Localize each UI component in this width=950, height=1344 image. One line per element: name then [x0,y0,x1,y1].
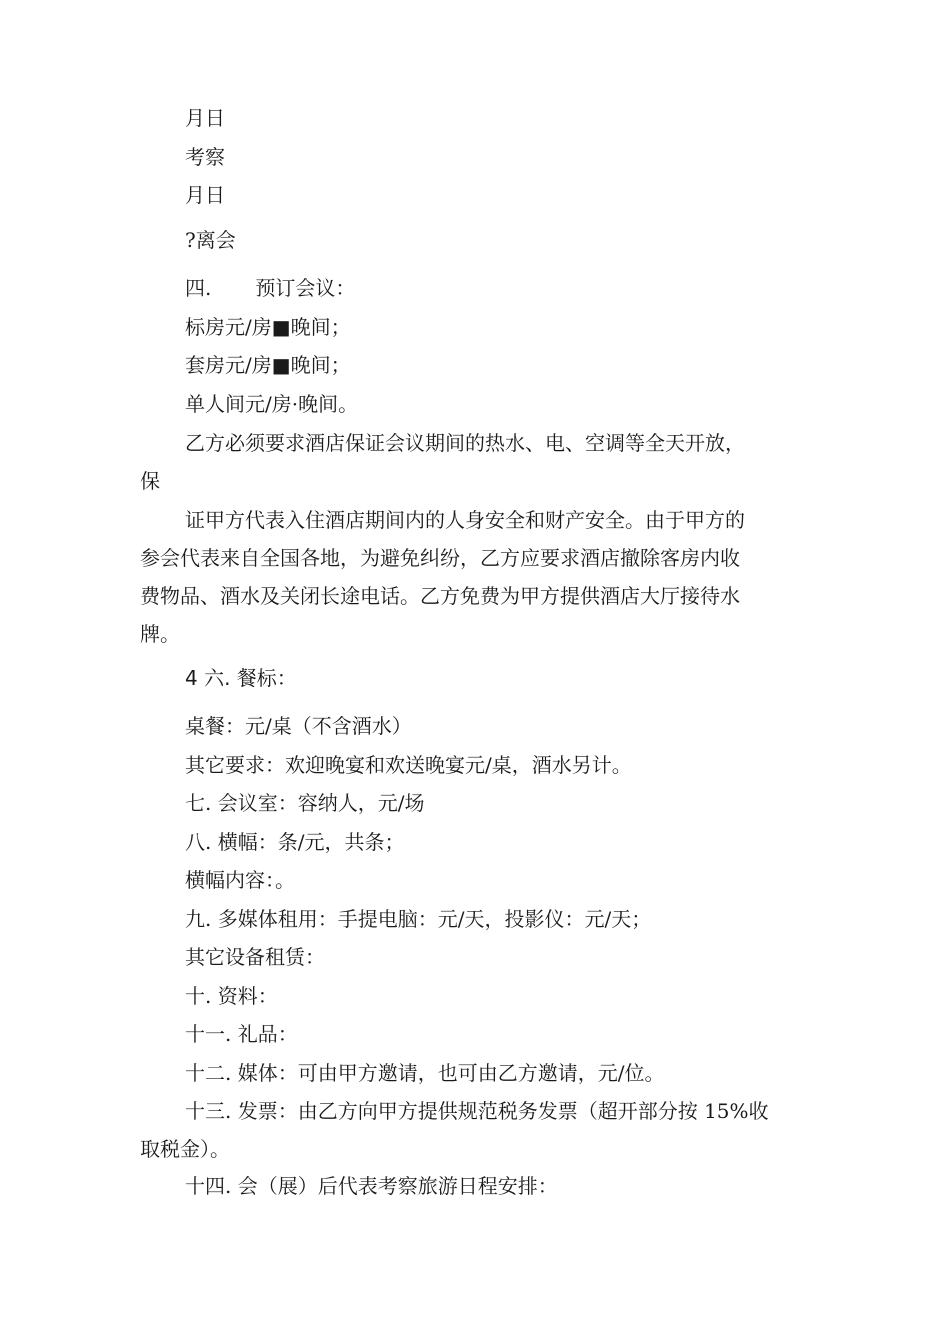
section-title: 预订会议： [255,276,356,300]
text-line: 证甲方代表入住酒店期间内的人身安全和财产安全。由于甲方的 [185,508,745,532]
text-line: 乙方必须要求酒店保证会议期间的热水、电、空调等全天开放， [185,431,745,455]
text-line: 七. 会议室：容纳人，元/场 [185,791,425,815]
text-line: 月日 [185,183,225,207]
text-line: 费物品、酒水及关闭长途电话。乙方免费为甲方提供酒店大厅接待水 [140,584,740,608]
text-line: 十一. 礼品： [185,1022,298,1046]
text-line: 桌餐：元/桌（不含酒水） [185,714,412,738]
text-line: 套房元/房■晚间； [185,353,351,377]
section-heading-six: 4 六. 餐标： [185,666,297,690]
text-line: 牌。 [140,622,180,646]
text-line: 考察 [185,145,225,169]
text-line: 其它要求：欢迎晚宴和欢送晚宴元/桌，酒水另计。 [185,753,632,777]
text-line: 取税金）。 [140,1137,230,1161]
text-line: 单人间元/房·晚间。 [185,392,359,416]
text-line: ?离会 [185,228,236,252]
text-line: 九. 多媒体租用：手提电脑：元/天，投影仪：元/天； [185,907,652,931]
text-line: 保 [140,469,160,493]
text-line: 标房元/房■晚间； [185,315,351,339]
text-line: 八. 横幅：条/元，共条； [185,830,405,854]
text-line: 十二. 媒体：可由甲方邀请，也可由乙方邀请，元/位。 [185,1061,665,1085]
text-line: 参会代表来自全国各地，为避免纠纷，乙方应要求酒店撤除客房内收 [140,546,740,570]
text-line: 十四. 会（展）后代表考察旅游日程安排： [185,1174,558,1198]
text-line: 其它设备租赁： [185,945,325,969]
section-number: 四. [185,276,212,300]
text-line: 十. 资料： [185,984,278,1008]
text-line: 月日 [185,106,225,130]
text-line: 横幅内容：。 [185,868,295,892]
section-heading-four [185,276,355,300]
text-line: 十三. 发票：由乙方向甲方提供规范税务发票（超开部分按 15%收 [185,1099,769,1123]
